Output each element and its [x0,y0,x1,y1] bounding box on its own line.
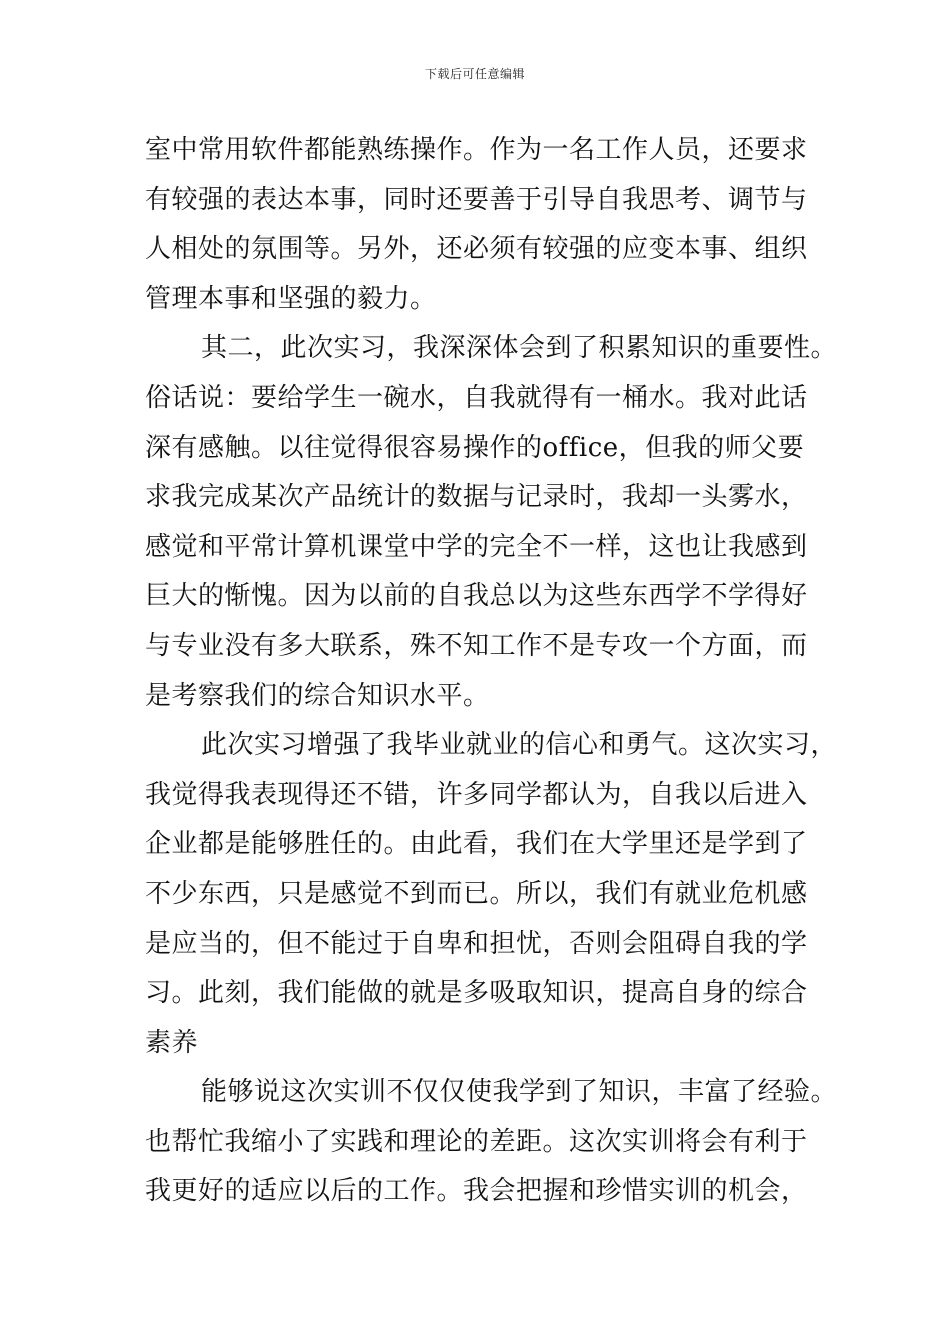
text-line: 习。此刻，我们能做的就是多吸取知识，提高自身的综合 [145,978,808,1009]
text-line: 人相处的氛围等。另外，还必须有较强的应变本事、组织 [145,234,808,265]
text-line: 是应当的，但不能过于自卑和担忧，否则会阻碍自我的学 [145,928,808,959]
text-line: 与专业没有多大联系，殊不知工作不是专攻一个方面，而 [145,630,808,661]
text-line: 求我完成某次产品统计的数据与记录时，我却一头雾水， [145,482,808,513]
text-line: 深有感触。以往觉得很容易操作的office，但我的师父要 [145,432,805,463]
page-header: 下载后可任意编辑 [424,67,525,81]
text-line: 我觉得我表现得还不错，许多同学都认为，自我以后进入 [145,779,808,810]
text-line: 不少东西，只是感觉不到而已。所以，我们有就业危机感 [145,878,808,909]
text-line: 俗话说：要给学生一碗水，自我就得有一桶水。我对此话 [145,382,808,413]
text-line: 巨大的惭愧。因为以前的自我总以为这些东西学不学得好 [145,581,808,612]
text-line: 室中常用软件都能熟练操作。作为一名工作人员，还要求 [145,135,808,165]
paragraph-first-line: 此次实习增强了我毕业就业的信心和勇气。这次实习， [201,730,838,761]
text-line: 感觉和平常计算机课堂中学的完全不一样，这也让我感到 [145,531,808,562]
text-line: 企业都是能够胜任的。由此看，我们在大学里还是学到了 [145,829,808,860]
paragraph-first-line: 能够说这次实训不仅仅使我学到了知识，丰富了经验。 [201,1077,838,1108]
text-line: 管理本事和坚强的毅力。 [145,283,437,314]
document-body [145,126,838,1217]
text-line: 有较强的表达本事，同时还要善于引导自我思考、调节与 [145,184,808,215]
text-line: 也帮忙我缩小了实践和理论的差距。这次实训将会有利于 [145,1126,808,1157]
text-line: 素养 [145,1027,199,1058]
text-line: 是考察我们的综合知识水平。 [145,680,490,711]
paragraph-first-line: 其二，此次实习，我深深体会到了积累知识的重要性。 [201,333,838,364]
text-line: 我更好的适应以后的工作。我会把握和珍惜实训的机会， [145,1176,808,1207]
